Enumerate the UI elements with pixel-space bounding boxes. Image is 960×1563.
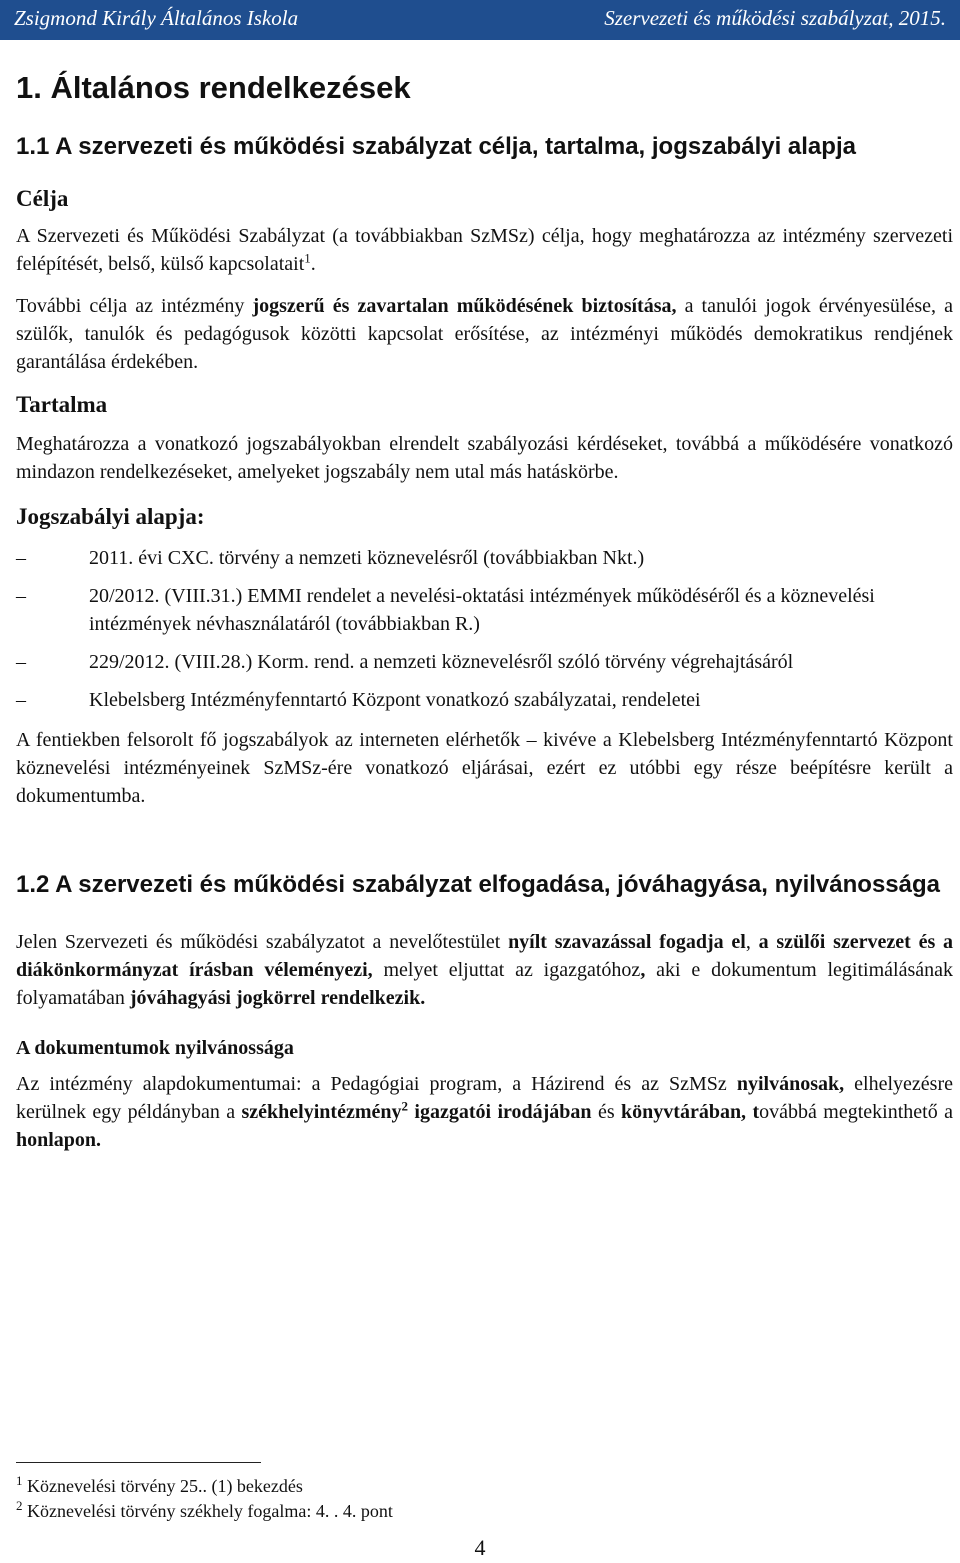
tartalma-heading: Tartalma xyxy=(16,392,108,417)
header-school-name: Zsigmond Király Általános Iskola xyxy=(14,6,299,30)
subsection-1-2-title: 1.2 A szervezeti és működési szabályzat elfogadása, jóváhagyása, nyilvánossága xyxy=(16,871,940,898)
footnote-divider xyxy=(16,1462,261,1463)
list-item: – 229/2012. (VIII.28.) Korm. rend. a nemzeti köznevelésről szóló törvény végrehajtásáról xyxy=(16,651,794,673)
jogszabalyi-heading: Jogszabályi alapja: xyxy=(16,504,205,529)
jogszabalyi-paragraph: A fentiekben felsorolt fő jogszabályok az interneten elérhetők – kivéve a Klebelsberg Intézményfenntartó Központ köznevelési intézményeinek SzMSz-ére vonatkozó eljárásai, ezért ez utóbbi egy része beépítésre került a dokumentumba. xyxy=(16,729,953,807)
page-number: 4 xyxy=(474,1535,486,1560)
sub12-paragraph: Jelen Szervezeti és működési szabályzatot a nevelőtestület nyílt szavazással fogadja el, a szülői szervezet és a diákönkormányzat írásban véleményezi, melyet eljuttat az igazgatóhoz, aki e dokumentum legitimálásának folyamatában jóváhagyási jogkörrel rendelkezik. xyxy=(16,931,954,1009)
tartalma-paragraph: Meghatározza a vonatkozó jogszabályokban elrendelt szabályozási kérdéseket, továbbá a működésére vonatkozó mindazon rendelkezéseket, amelyeket jogszabály nem utal más hatáskörbe. xyxy=(16,433,953,483)
list-item: – 2011. évi CXC. törvény a nemzeti köznevelésről (továbbiakban Nkt.) xyxy=(16,547,645,569)
celja-heading: Célja xyxy=(16,186,69,211)
section-title: 1. Általános rendelkezések xyxy=(16,70,411,105)
page-body xyxy=(16,40,953,1154)
footnote-2: $^2$ Köznevelési törvény székhely fogalma: 4. . 4. pont xyxy=(16,1498,393,1521)
header-document-title: Szervezeti és működési szabályzat, 2015. xyxy=(604,6,946,30)
celja-paragraph-2: További célja az intézmény jogszerű és zavartalan működésének biztosítása, a tanulói jogok érvényesülése, a szülők, tanulók és pedagógusok közötti kapcsolat erősítése, az intézményi működés demokratikus rendjének garantálása érdekében. xyxy=(16,295,953,373)
page-header xyxy=(0,0,960,40)
nyilvanossag-heading: A dokumentumok nyilvánossága xyxy=(16,1037,294,1059)
list-item: – Klebelsberg Intézményfenntartó Központ vonatkozó szabályzatai, rendeletei xyxy=(16,689,701,711)
legal-basis-list xyxy=(16,544,953,714)
subsection-1-1-title: 1.1 A szervezeti és működési szabályzat célja, tartalma, jogszabályi alapja xyxy=(16,133,856,160)
nyilvanossag-paragraph: Az intézmény alapdokumentumai: a Pedagógiai program, a Házirend és az SzMSz nyilvánosak, elhelyezésre kerülnek egy példányban a székhelyintézmény$^2$ igazgatói irodájában és könyvtárában, továbbá megtekinthető a honlapon. xyxy=(16,1073,953,1151)
footnote-1: $^1$ Köznevelési törvény 25.. (1) bekezdés xyxy=(16,1473,303,1496)
celja-paragraph-1: A Szervezeti és Működési Szabályzat (a továbbiakban SzMSz) célja, hogy meghatározza az intézmény szervezeti felépítését, belső, külső kapcsolatait$^1$. xyxy=(16,225,953,275)
list-item: – 20/2012. (VIII.31.) EMMI rendelet a nevelési-oktatási intézmények működéséről és a köznevelési intézmények névhasználatáról (továbbiakban R.) xyxy=(16,585,875,635)
